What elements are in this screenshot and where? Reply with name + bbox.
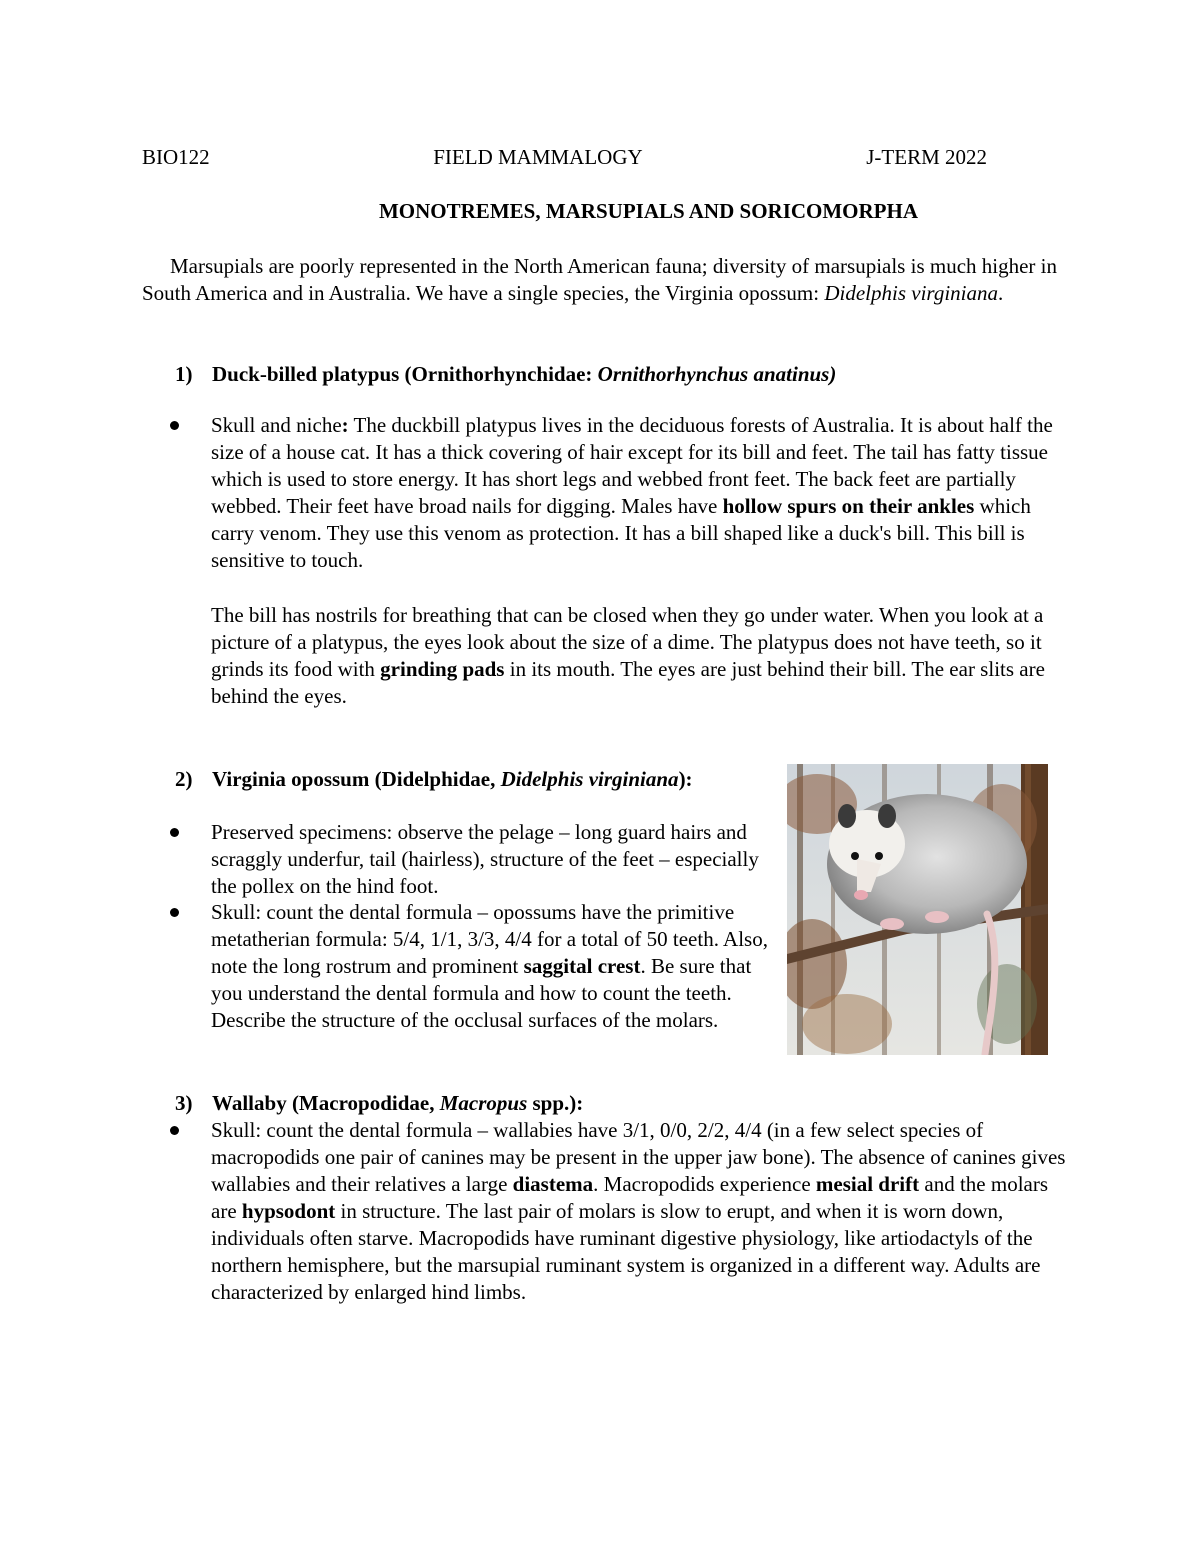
bullet-text: in structure. The last pair of molars is slow to erupt, and when it is worn down, individuals often starve. Macropodids have ruminant digestive physiology, like artiodactyls of the northern hemisphere, but the marsupial ruminant system is organized in a different way. Adults are characterized by enlarged hind limbs. bbox=[211, 1199, 1041, 1304]
paragraph-text: in its mouth. The eyes are just behind their bill. The ear slits are behind the eyes. bbox=[211, 657, 1045, 708]
heading-post: ): bbox=[678, 767, 693, 791]
document-header bbox=[142, 145, 987, 169]
document-title: MONOTREMES, MARSUPIALS AND SORICOMORPHA bbox=[378, 199, 919, 223]
bullet-text: and the molars are bbox=[211, 1172, 1049, 1223]
opossum-photo bbox=[787, 764, 1048, 1055]
opossum-illustration bbox=[787, 764, 1048, 1055]
heading-post: spp.): bbox=[527, 1091, 584, 1115]
section-heading-opossum bbox=[175, 767, 693, 791]
platypus-paragraph-2 bbox=[211, 602, 1066, 710]
intro-paragraph bbox=[142, 253, 1072, 307]
intro-end: . bbox=[998, 281, 1004, 305]
section-number: 2) bbox=[175, 767, 193, 791]
bullet-bold: hollow spurs on their ankles bbox=[722, 494, 975, 518]
section-heading-text bbox=[212, 362, 836, 386]
bullet-icon bbox=[170, 1126, 179, 1135]
section-heading-platypus bbox=[175, 362, 836, 386]
heading-pre: Duck-billed platypus (Ornithorhynchidae: bbox=[212, 362, 598, 386]
course-subject: FIELD MAMMALOGY bbox=[433, 145, 643, 169]
section-number: 3) bbox=[175, 1091, 193, 1115]
intro-text: Marsupials are poorly represented in the North American fauna; diversity of marsupials is much higher in South America and in Australia. We have a single species, the Virginia opossum: bbox=[142, 254, 1058, 305]
wallaby-bullet bbox=[211, 1117, 1066, 1306]
bullet-bold: : bbox=[341, 413, 349, 437]
bullet-text: which carry venom. They use this venom as protection. It has a bill shaped like a duck's bill. This bill is sensitive to touch. bbox=[211, 494, 1031, 572]
bullet-bold: hypsodont bbox=[241, 1199, 336, 1223]
paragraph-bold: grinding pads bbox=[380, 657, 505, 681]
platypus-bullet bbox=[211, 412, 1066, 574]
bullet-icon bbox=[170, 828, 179, 837]
bullet-text: Skull and niche bbox=[211, 413, 342, 437]
bullet-icon bbox=[170, 908, 179, 917]
heading-pre: Virginia opossum (Didelphidae, bbox=[212, 767, 501, 791]
bullet-text: The duckbill platypus lives in the deciduous forests of Australia. It is about half the size of a house cat. It has a thick covering of hair except for its bill and feet. The tail has fatty tissue which is used to store energy. It has short legs and webbed front feet. The back feet are partially webbed. Their feet have broad nails for digging. Males have bbox=[211, 413, 1053, 518]
bullet-text: . Macropodids experience bbox=[593, 1172, 816, 1196]
bullet-bold: diastema bbox=[512, 1172, 594, 1196]
intro-species: Didelphis virginiana bbox=[824, 281, 998, 305]
section-heading-text bbox=[212, 767, 693, 791]
bullet-text: Skull: count the dental formula – wallabies have 3/1, 0/0, 2/2, 4/4 (in a few select species of macropodids one pair of canines may be present in the upper jaw bone). The absence of canines gives wallabies and their relatives a large bbox=[211, 1118, 1066, 1196]
bullet-bold: saggital crest bbox=[523, 954, 641, 978]
section-heading-wallaby bbox=[175, 1091, 583, 1115]
heading-italic: Didelphis virginiana bbox=[500, 767, 679, 791]
heading-pre: Wallaby (Macropodidae, bbox=[212, 1091, 440, 1115]
bullet-icon bbox=[170, 421, 179, 430]
opossum-bullet-2 bbox=[211, 899, 771, 1034]
heading-italic: Macropus bbox=[439, 1091, 528, 1115]
course-code: BIO122 bbox=[142, 145, 210, 169]
section-number: 1) bbox=[175, 362, 193, 386]
course-term: J-TERM 2022 bbox=[866, 145, 987, 169]
opossum-bullet-1: Preserved specimens: observe the pelage – long guard hairs and scraggly underfur, tail (hairless), structure of the feet – especially the pollex on the hind foot. bbox=[211, 820, 759, 898]
paragraph-text: The bill has nostrils for breathing that can be closed when they go under water. When you look at a picture of a platypus, the eyes look about the size of a dime. The platypus does not have teeth, so it grinds its food with bbox=[211, 603, 1044, 681]
heading-italic: Ornithorhynchus anatinus) bbox=[597, 362, 837, 386]
bullet-text: . Be sure that you understand the dental formula and how to count the teeth. Describe the structure of the occlusal surfaces of the molars. bbox=[211, 954, 752, 1032]
section-heading-text bbox=[212, 1091, 583, 1115]
bullet-text: Skull: count the dental formula – opossums have the primitive metatherian formula: 5/4, 1/1, 3/3, 4/4 for a total of 50 teeth. Also, note the long rostrum and prominent bbox=[211, 900, 768, 978]
bullet-bold: mesial drift bbox=[815, 1172, 920, 1196]
